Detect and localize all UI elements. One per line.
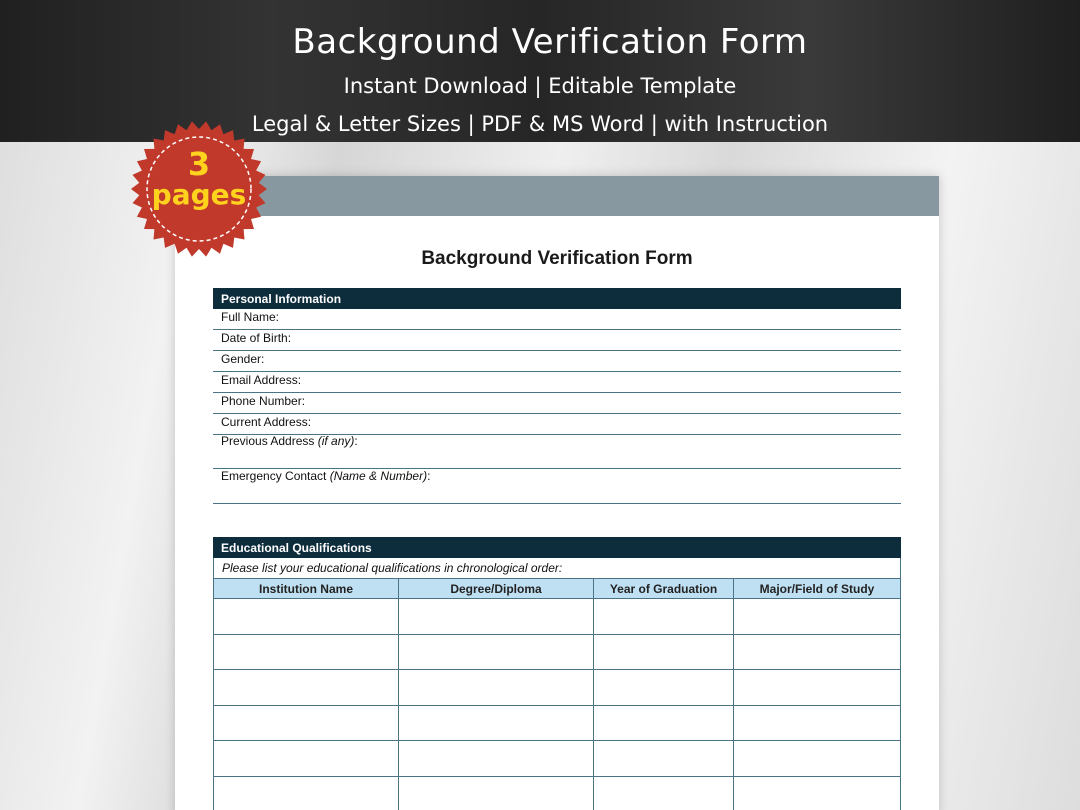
table-cell[interactable] [214,705,399,741]
table-cell[interactable] [594,741,734,777]
table-row [214,741,901,777]
table-row [214,705,901,741]
table-cell[interactable] [594,634,734,670]
education-note: Please list your educational qualifications in chronological order: [213,558,901,578]
field-phone[interactable] [213,394,901,414]
table-cell[interactable] [734,741,901,777]
col-major: Major/Field of Study [734,579,901,599]
field-label: Current Address: [221,415,312,429]
field-label: Previous Address [221,434,318,448]
field-suffix: : [354,434,358,448]
field-label: Gender: [221,352,265,366]
table-cell[interactable] [399,599,594,635]
field-hint: (Name & Number) [329,469,428,483]
table-cell[interactable] [594,670,734,706]
table-row [214,776,901,810]
table-cell[interactable] [594,776,734,810]
table-cell[interactable] [399,776,594,810]
education-heading: Educational Qualifications [213,537,901,558]
field-previous-address[interactable] [213,434,901,469]
badge-number: 3 [187,145,211,183]
field-label: Phone Number: [221,394,306,408]
field-emergency-contact[interactable] [213,469,901,504]
table-cell[interactable] [214,599,399,635]
table-cell[interactable] [734,670,901,706]
banner-subtitle-1: Instant Download | Editable Template [343,74,737,98]
field-full-name[interactable] [213,310,901,330]
field-label: Date of Birth: [221,331,292,345]
table-cell[interactable] [734,599,901,635]
table-cell[interactable] [214,634,399,670]
field-label: Emergency Contact [221,469,330,483]
field-email[interactable] [213,373,901,393]
field-hint: (if any) [317,434,355,448]
field-label: Email Address: [221,373,302,387]
sheet-header-band [175,176,939,216]
education-table [213,578,901,810]
table-cell[interactable] [399,705,594,741]
col-degree: Degree/Diploma [399,579,594,599]
col-institution: Institution Name [214,579,399,599]
table-cell[interactable] [214,741,399,777]
form-sheet [175,176,939,810]
badge-word: pages [151,178,247,211]
table-row [214,599,901,635]
banner-subtitle-2: Legal & Letter Sizes | PDF & MS Word | with Instruction [251,112,829,136]
table-cell[interactable] [734,776,901,810]
form-title: Background Verification Form [421,248,693,269]
table-cell[interactable] [734,634,901,670]
table-cell[interactable] [399,670,594,706]
field-suffix: : [427,469,431,483]
field-date-of-birth[interactable] [213,331,901,351]
field-current-address[interactable] [213,415,901,435]
table-cell[interactable] [594,599,734,635]
field-label: Full Name: [221,310,280,324]
table-cell[interactable] [214,776,399,810]
table-cell[interactable] [399,741,594,777]
table-cell[interactable] [594,705,734,741]
table-header-row [214,579,901,599]
field-gender[interactable] [213,352,901,372]
table-cell[interactable] [399,634,594,670]
table-row [214,670,901,706]
col-year: Year of Graduation [594,579,734,599]
banner-title: Background Verification Form [292,22,808,62]
table-cell[interactable] [214,670,399,706]
table-row [214,634,901,670]
table-cell[interactable] [734,705,901,741]
personal-info-heading: Personal Information [213,288,901,309]
